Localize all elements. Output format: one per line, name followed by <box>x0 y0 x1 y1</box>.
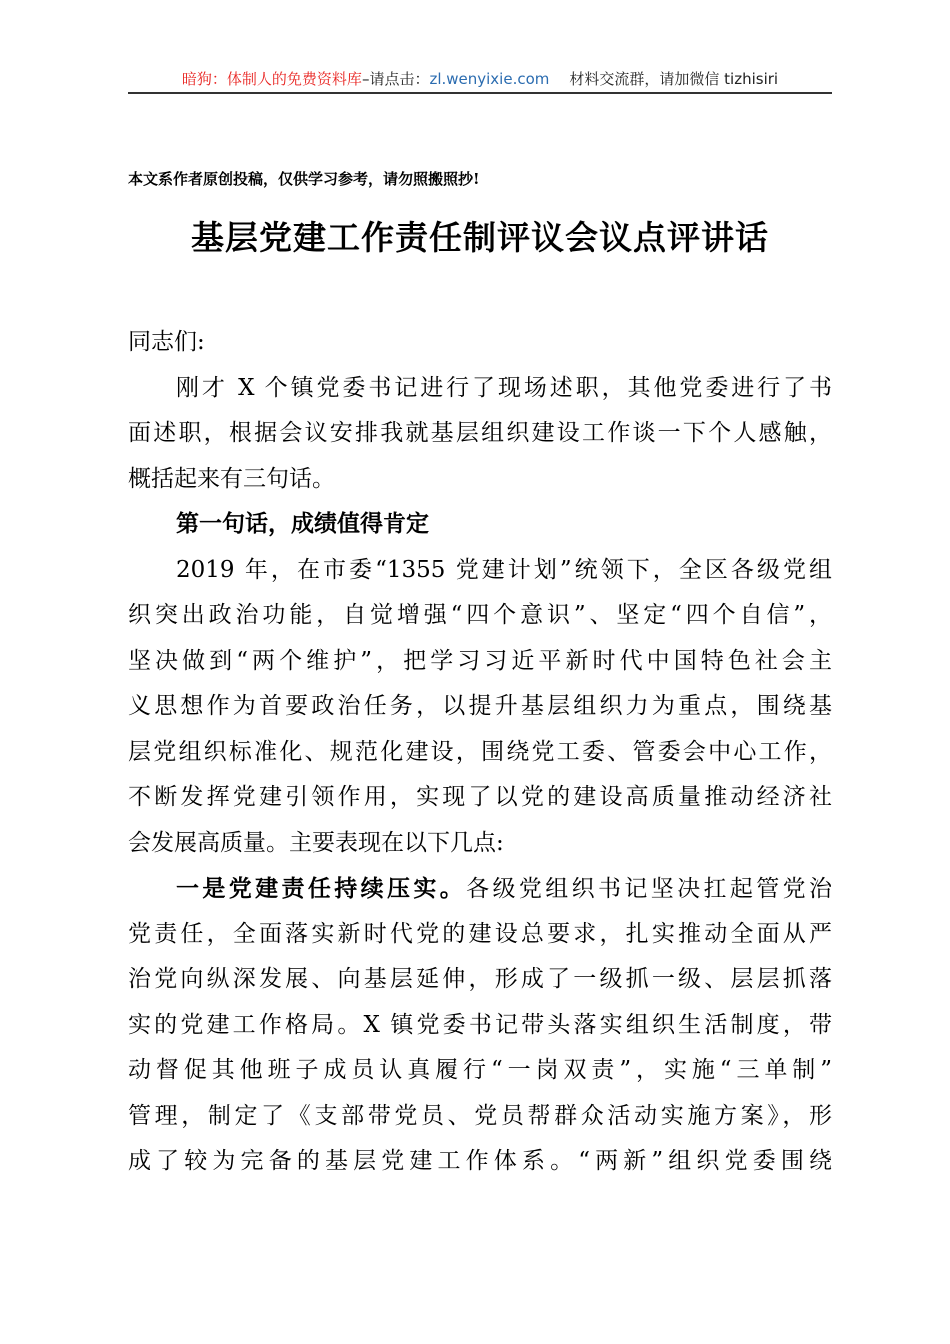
paragraph-line: 层党组织标准化、规范化建设，围绕党工委、管委会中心工作， <box>128 738 832 765</box>
paragraph-line: 管理，制定了《支部带党员、党员帮群众活动实施方案》，形 <box>128 1102 832 1129</box>
paragraph-line: 实的党建工作格局。X 镇党委书记带头落实组织生活制度，带 <box>128 1011 832 1038</box>
paragraph-line: 坚决做到“两个维护”，把学习习近平新时代中国特色社会主 <box>128 647 832 674</box>
section-heading: 第一句话，成绩值得肯定 <box>176 511 429 537</box>
paragraph-line: 织突出政治功能，自觉增强“四个意识”、坚定“四个自信”， <box>128 602 832 628</box>
watermark-header <box>128 68 832 90</box>
point-text: 各级党组织书记坚决扛起管党治 <box>466 876 832 902</box>
copyright-notice: 本文系作者原创投稿，仅供学习参考，请勿照搬照抄! <box>128 170 480 188</box>
paragraph-line: 成了较为完备的基层党建工作体系。“两新”组织党委围绕 <box>128 1148 832 1174</box>
document-body <box>128 320 832 1185</box>
paragraph-line: 刚才 X 个镇党委书记进行了现场述职，其他党委进行了书 <box>176 374 832 401</box>
header-divider <box>128 92 832 94</box>
click-prefix: –请点击： <box>361 70 430 88</box>
paragraph-line: 概括起来有三句话。 <box>128 465 335 492</box>
point-first-line <box>128 866 832 912</box>
document-title: 基层党建工作责任制评议会议点评讲话 <box>191 218 769 257</box>
paragraph-line: 动督促其他班子成员认真履行“一岗双责”，实施“三单制” <box>128 1057 832 1083</box>
site-link[interactable]: zl.wenyixie.com <box>429 70 550 88</box>
paragraph-line: 义思想作为首要政治任务，以提升基层组织力为重点，围绕基 <box>128 693 832 719</box>
paragraph-line: 不断发挥党建引领作用，实现了以党的建设高质量推动经济社 <box>128 784 832 810</box>
paragraph-line: 面述职，根据会议安排我就基层组织建设工作谈一下个人感触， <box>128 420 832 446</box>
paragraph-line: 2019 年，在市委“1355 党建计划”统领下，全区各级党组 <box>176 556 832 583</box>
wechat-text: 材料交流群，请加微信 tizhisiri <box>569 70 779 88</box>
paragraph-line: 会发展高质量。主要表现在以下几点: <box>128 829 504 856</box>
paragraph-line: 党责任，全面落实新时代党的建设总要求，扎实推动全面从严 <box>128 920 832 947</box>
brand-text: 暗狗：体制人的免费资料库 <box>181 70 362 88</box>
paragraph-line: 治党向纵深发展、向基层延伸，形成了一级抓一级、层层抓落 <box>128 966 832 992</box>
point-lead: 一是党建责任持续压实。 <box>176 875 467 902</box>
salutation: 同志们: <box>128 329 205 355</box>
